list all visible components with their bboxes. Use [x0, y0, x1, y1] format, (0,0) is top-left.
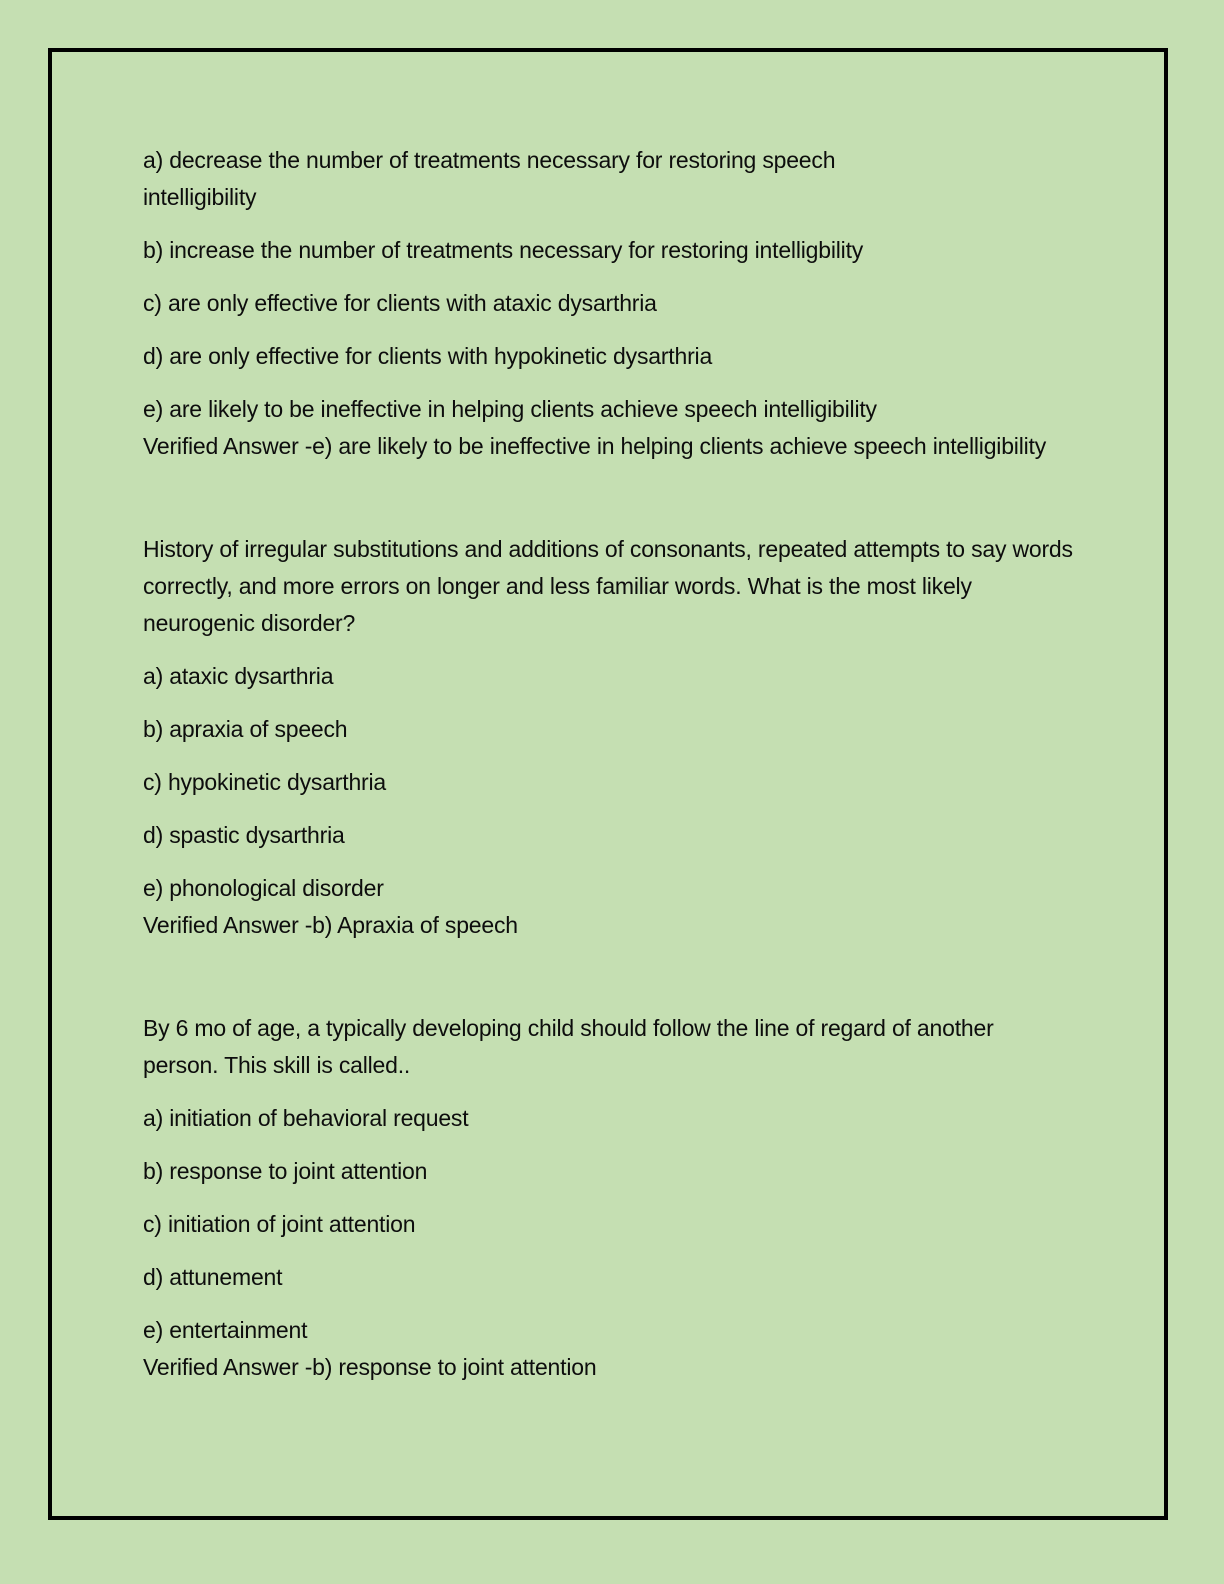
- option-c: c) initiation of joint attention: [143, 1211, 416, 1237]
- verified-answer: Verified Answer -e) are likely to be ineffective in helping clients achieve speech intelligibility: [143, 433, 1047, 459]
- option-b: b) response to joint attention: [143, 1158, 428, 1184]
- option-e: e) are likely to be ineffective in helping clients achieve speech intelligibility: [143, 396, 877, 422]
- question-block-1: [143, 142, 1083, 465]
- option-a: a) decrease the number of treatments necessary for restoring speech intelligibility: [143, 147, 836, 210]
- verified-answer: Verified Answer -b) response to joint attention: [143, 1354, 597, 1380]
- verified-answer: Verified Answer -b) Apraxia of speech: [143, 912, 518, 938]
- option-e-with-answer: [143, 1312, 1083, 1386]
- option-e-with-answer: [143, 391, 1083, 465]
- question-block-2: [143, 531, 1083, 944]
- option-d: d) are only effective for clients with hypokinetic dysarthria: [143, 343, 713, 369]
- option-d: d) spastic dysarthria: [143, 822, 345, 848]
- option-c: c) are only effective for clients with ataxic dysarthria: [143, 290, 657, 316]
- document-body: [143, 142, 1083, 1402]
- question-text: History of irregular substitutions and additions of consonants, repeated attempts to say words correctly, and more errors on longer and less familiar words. What is the most likely neurogenic disorder?: [143, 536, 1073, 636]
- option-e-with-answer: [143, 870, 1083, 944]
- option-b: b) increase the number of treatments necessary for restoring intelligbility: [143, 237, 864, 263]
- question-text: By 6 mo of age, a typically developing child should follow the line of regard of another person. This skill is called..: [143, 1015, 994, 1078]
- option-e: e) phonological disorder: [143, 875, 384, 901]
- option-a: a) ataxic dysarthria: [143, 663, 334, 689]
- option-b: b) apraxia of speech: [143, 716, 348, 742]
- option-e: e) entertainment: [143, 1317, 308, 1343]
- option-c: c) hypokinetic dysarthria: [143, 769, 386, 795]
- option-d: d) attunement: [143, 1264, 283, 1290]
- option-a: a) initiation of behavioral request: [143, 1105, 469, 1131]
- question-block-3: [143, 1010, 1083, 1386]
